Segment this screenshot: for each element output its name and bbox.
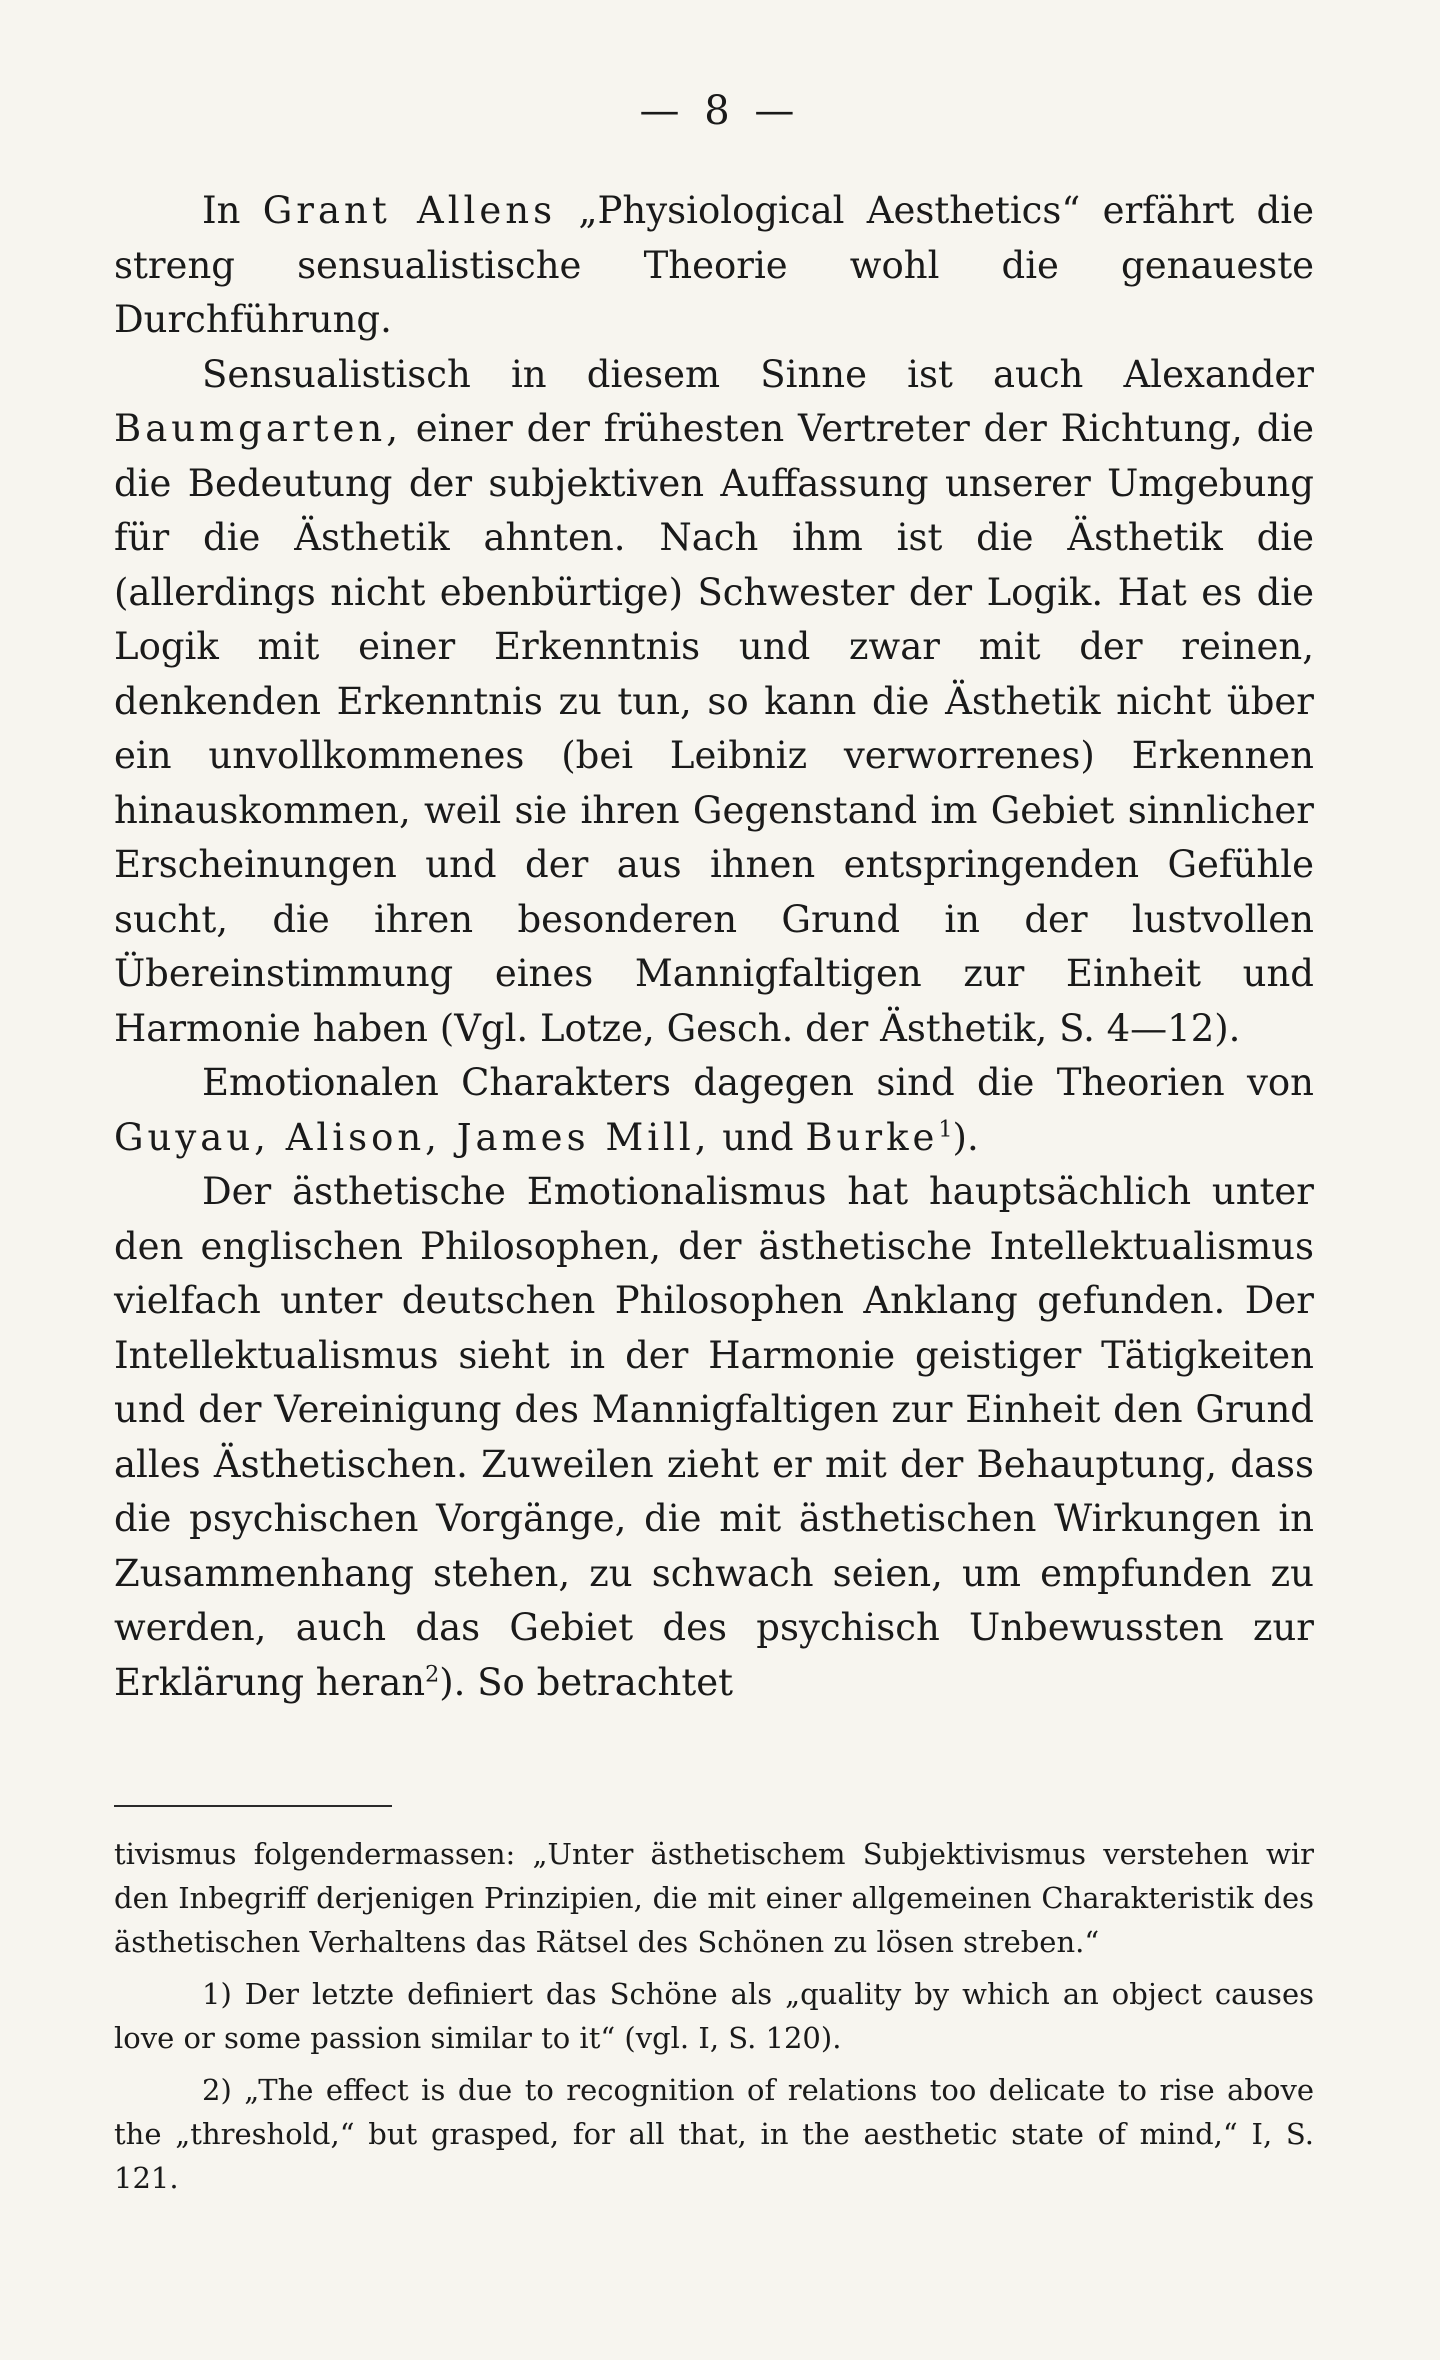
footnote-2: 2) „The effect is due to recognition of relations too delicate to rise above the „threshold,“ but grasped, for all that, in the aesthetic state of mind,“ I, S. 121.	[114, 2073, 1314, 2195]
paragraph-text: Der ästhetische Emotionalismus hat hauptsächlich unter den englischen Philosophen, der ästhetische Intellektualismus vielfach unter deutschen Philosophen Anklang gefunden. Der Intellektualismus sieht in der Harmonie geistiger Tätigkeiten und der Vereinigung des Mannigfaltigen zur Einheit den Grund alles Ästhetischen. Zuweilen zieht er mit der Behauptung, dass die psychischen Vorgänge, die mit ästhetischen Wirkungen in Zusammenhang stehen, zu schwach seien, um empfunden zu werden, auch das Gebiet des psychisch Unbewussten zur Erklärung heran	[114, 1170, 1314, 1704]
footnote-continuation: tivismus folgendermassen: „Unter ästhetischem Subjektivismus verstehen wir den Inbegriff derjenigen Prinzipien, die mit einer allgemeinen Charakteristik des ästhetischen Verhaltens das Rätsel des Schönen zu lösen streben.“	[114, 1837, 1314, 1959]
paragraph-grant-allen	[114, 184, 1314, 348]
author-name: Grant Allens	[262, 189, 557, 232]
paragraph-text: ). So betrachtet	[439, 1660, 733, 1704]
footnote-ref-2: 2	[425, 1661, 440, 1688]
footnotes	[114, 1832, 1314, 2208]
paragraph-text: ).	[952, 1115, 979, 1159]
footnote-divider	[114, 1805, 392, 1807]
paragraph-baumgarten	[114, 348, 1314, 1057]
author-name: Baumgarten,	[114, 407, 402, 450]
paragraph-emotional	[114, 1056, 1314, 1165]
paragraph-text: einer der frühesten Vertreter der Richtung, die die Bedeutung der subjektiven Auffassung unserer Umgebung für die Ästhetik ahnten. Nach ihm ist die Ästhetik die (allerdings nicht ebenbürtige) Schwester der Logik. Hat es die Logik mit einer Erkenntnis und zwar mit der reinen, denkenden Erkenntnis zu tun, so kann die Ästhetik nicht über ein unvollkommenes (bei Leibniz verworrenes) Erkennen hinauskommen, weil sie ihren Gegenstand im Gebiet sinnlicher Erscheinungen und der aus ihnen entspringenden Gefühle sucht, die ihren besonderen Grund in der lustvollen Übereinstimmung eines Mannigfaltigen zur Einheit und Harmonie haben (Vgl. Lotze, Gesch. der Ästhetik, S. 4—12).	[114, 407, 1314, 1050]
author-name: Guyau, Alison, James Mill,	[114, 1115, 711, 1159]
footnote-ref-1: 1	[938, 1116, 953, 1143]
paragraph-text: „Physiological Aesthetics“ erfährt die streng sensualistische Theorie wohl die genaueste Durchführung.	[114, 189, 1314, 341]
paragraph-text: Emotionalen Charakters dagegen sind die Theorien von	[202, 1061, 1314, 1104]
paragraph-text: und	[710, 1115, 806, 1159]
page-number: — 8 —	[639, 88, 801, 134]
paragraph-emotionalism	[114, 1165, 1314, 1710]
footnote-1: 1) Der letzte definiert das Schöne als „quality by which an object causes love or some passion similar to it“ (vgl. I, S. 120).	[114, 1977, 1314, 2055]
paragraph-text: Sensualistisch in diesem Sinne ist auch Alexander	[202, 352, 1314, 396]
main-text	[114, 184, 1314, 1710]
author-name: Burke	[805, 1115, 939, 1159]
paragraph-text: In	[202, 189, 263, 232]
